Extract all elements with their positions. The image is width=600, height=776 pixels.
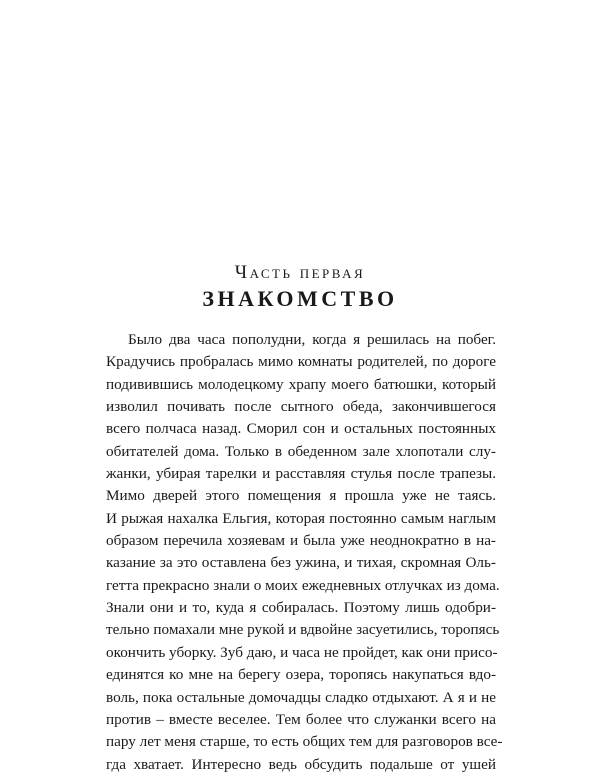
text-line: гетта прекрасно знали о моих ежедневных отлучках из дома.	[106, 576, 500, 594]
chapter-title: ЗНАКОМСТВО	[202, 286, 398, 311]
text-line: Знали они и то, куда я собиралась. Поэтому лишь одобри-	[106, 599, 496, 617]
text-line: Крадучись пробралась мимо комнаты родителей, по дороге	[106, 353, 496, 371]
text-line: окончить уборку. Зуб даю, и часа не пройдет, как они присо-	[106, 643, 498, 661]
text-line: И рыжая нахалка Ельгия, которая постоянно самым наглым	[106, 509, 496, 527]
text-line: казание за это оставлена без ужина, и тихая, скромная Оль-	[106, 554, 496, 572]
text-line: Мимо дверей этого помещения я прошла уже не таясь.	[106, 487, 496, 505]
text-line: обитателей дома. Только в обеденном зале хлопотали слу-	[106, 442, 496, 460]
body-text	[106, 329, 503, 776]
text-line: против – вместе веселее. Тем более что служанки всего на	[106, 710, 496, 728]
text-line: единятся ко мне на берегу озера, торопясь накупаться вдо-	[106, 666, 496, 684]
part-title: Часть первая	[234, 262, 366, 283]
text-line: подивившись молодецкому храпу моего батюшки, который	[106, 375, 496, 393]
text-line: воль, пока остальные домочадцы сладко отдыхают. А я и не	[106, 688, 496, 706]
text-line: жанки, убирая тарелки и расставляя стулья после трапезы.	[106, 465, 496, 483]
text-line: образом перечила хозяевам и была уже неоднократно в на-	[106, 532, 496, 550]
text-line: гда хватает. Интересно ведь обсудить подальше от ушей	[106, 755, 496, 773]
text-line: всего полчаса назад. Сморил сон и остальных постоянных	[106, 420, 496, 438]
text-line: изволил почивать после сытного обеда, закончившегося	[106, 398, 496, 416]
text-line: тельно помахали мне рукой и вдвойне засуетились, торопясь	[106, 621, 500, 639]
text-line: пару лет меня старше, то есть общих тем для разговоров все-	[106, 733, 503, 751]
text-line: Было два часа пополудни, когда я решилась на побег.	[128, 331, 496, 348]
